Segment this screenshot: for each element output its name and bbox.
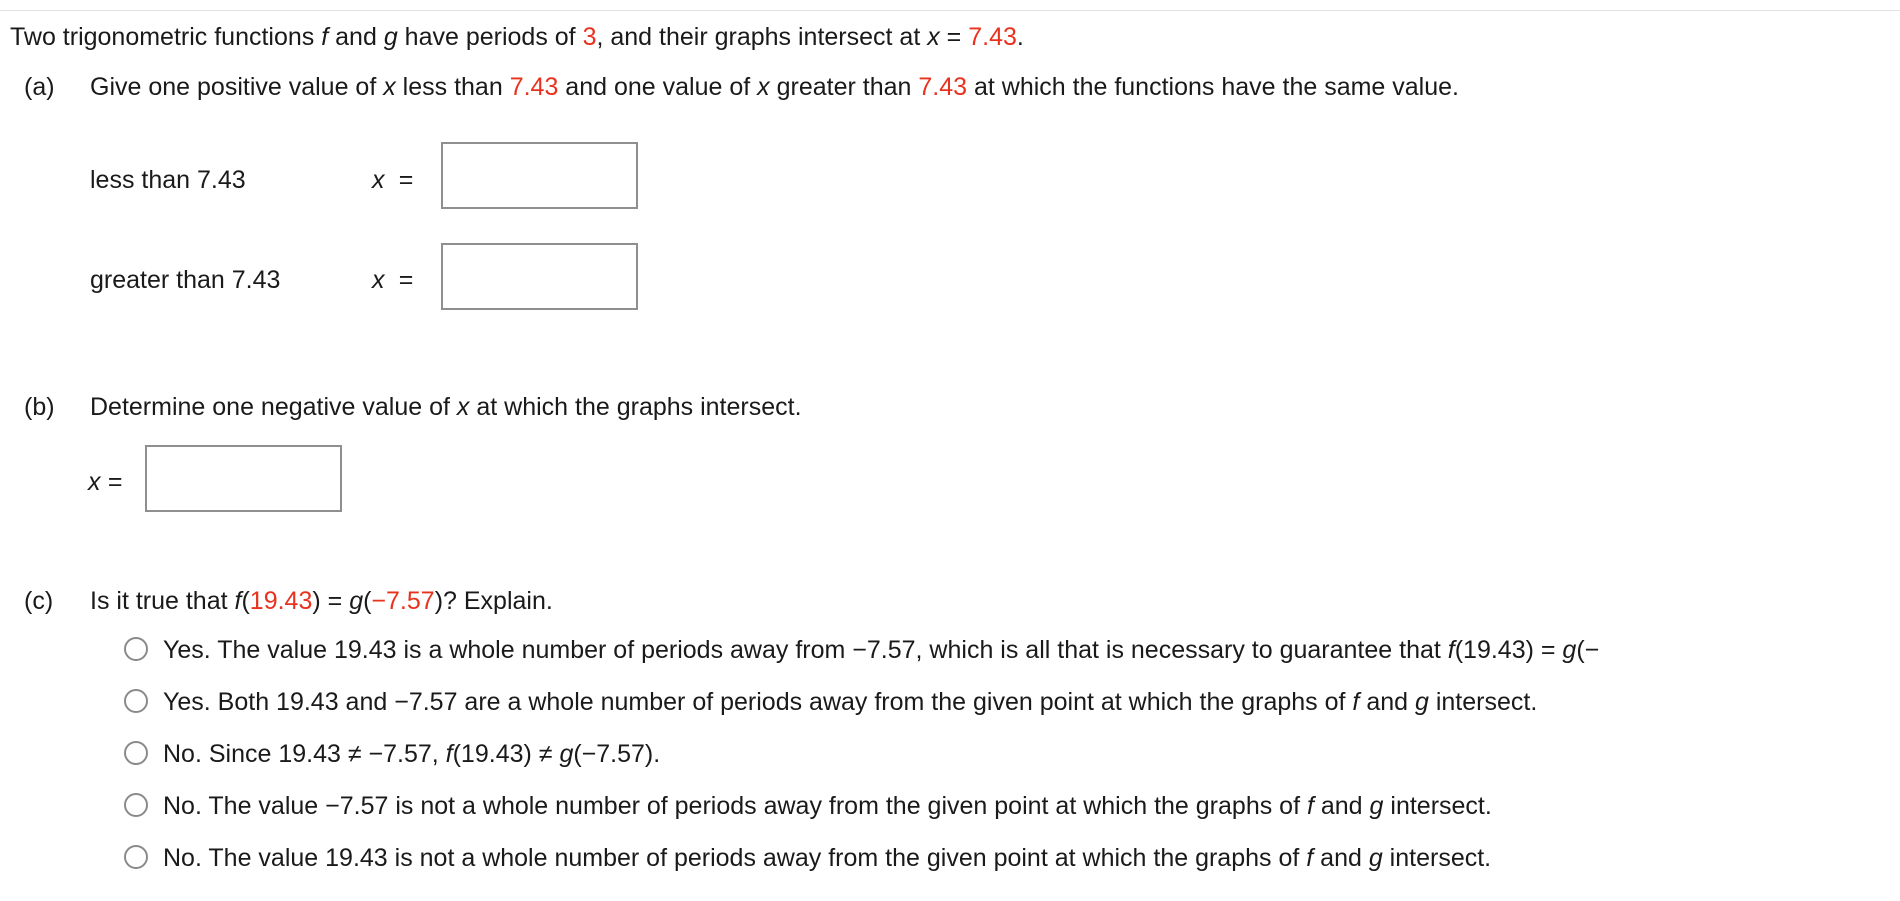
option-5-text-3: intersect. <box>1382 844 1492 872</box>
option-3-radio[interactable] <box>124 741 148 765</box>
part-a-x-2: x <box>757 73 770 101</box>
option-5-radio[interactable] <box>124 845 148 869</box>
part-a-text: Give one positive value of <box>90 73 384 101</box>
option-3-text-3: (−7.57). <box>573 740 661 768</box>
intro-eq: = <box>939 23 969 51</box>
part-a-value-1: 7.43 <box>509 73 559 101</box>
part-c-equals: ) = <box>312 587 350 615</box>
greater-than-input[interactable] <box>441 243 638 310</box>
option-2-f: f <box>1352 688 1360 716</box>
intro-statement <box>10 22 1024 52</box>
less-than-input[interactable] <box>441 142 638 209</box>
intro-and: and <box>328 23 384 51</box>
option-1-g: g <box>1562 636 1577 664</box>
option-4-label[interactable] <box>163 791 1492 821</box>
part-c-f: f <box>234 587 242 615</box>
part-c-paren-2: ( <box>363 587 372 615</box>
option-5-label[interactable] <box>163 843 1491 873</box>
intro-text: Two trigonometric functions <box>10 23 322 51</box>
intro-dot: . <box>1016 23 1024 51</box>
option-1-text-3: (− <box>1576 636 1600 664</box>
part-c-text: Is it true that <box>90 587 235 615</box>
top-divider <box>0 10 1900 11</box>
intro-g: g <box>383 23 398 51</box>
option-2-text-3: intersect. <box>1428 688 1538 716</box>
part-a-label: (a) <box>24 73 55 101</box>
option-5-text: No. The value 19.43 is not a whole number of periods away from the given point at which the graphs of <box>163 844 1307 872</box>
option-1-f: f <box>1447 636 1455 664</box>
part-a-text-3: and one value of <box>558 73 758 101</box>
part-a-x: x <box>383 73 396 101</box>
part-c-label: (c) <box>24 587 54 615</box>
part-b-label: (b) <box>24 393 55 421</box>
negative-x-input[interactable] <box>145 445 342 512</box>
option-3-g: g <box>559 740 574 768</box>
option-5-f: f <box>1306 844 1314 872</box>
option-2-g: g <box>1414 688 1429 716</box>
intro-f: f <box>321 23 329 51</box>
option-4-text-2: and <box>1313 792 1370 820</box>
greater-than-x-eq: x = <box>372 266 413 294</box>
option-3-text-2: (19.43) ≠ <box>452 740 560 768</box>
greater-than-label: greater than 7.43 <box>90 266 281 294</box>
part-b-text: Determine one negative value of <box>90 393 457 421</box>
intro-period-value: 3 <box>582 23 597 51</box>
option-4-radio[interactable] <box>124 793 148 817</box>
part-a-text-5: at which the functions have the same value. <box>967 73 1459 101</box>
part-b-x-eq: x = <box>88 468 123 496</box>
option-2-text-2: and <box>1359 688 1415 716</box>
option-3-f: f <box>445 740 453 768</box>
option-4-text-3: intersect. <box>1383 792 1492 820</box>
intro-text-2: have periods of <box>397 23 583 51</box>
option-5-g: g <box>1368 844 1383 872</box>
intro-text-3: , and their graphs intersect at <box>596 23 928 51</box>
option-3-label[interactable] <box>163 739 660 769</box>
intro-x-value: 7.43 <box>968 23 1017 51</box>
option-1-radio[interactable] <box>124 637 148 661</box>
part-a-question <box>90 72 1459 102</box>
less-than-label: less than 7.43 <box>90 166 246 194</box>
part-c-question <box>90 586 553 616</box>
part-c-value-2: −7.57 <box>371 587 435 615</box>
part-a-value-2: 7.43 <box>918 73 968 101</box>
part-c-g: g <box>349 587 364 615</box>
part-b-question <box>90 392 802 422</box>
option-1-label[interactable] <box>163 635 1599 665</box>
part-c-value-1: 19.43 <box>249 587 313 615</box>
option-4-text: No. The value −7.57 is not a whole number of periods away from the given point at which the graphs of <box>163 792 1307 820</box>
option-5-text-2: and <box>1313 844 1369 872</box>
less-than-x-eq: x = <box>372 166 413 194</box>
option-2-label[interactable] <box>163 687 1537 717</box>
part-b-x: x <box>456 393 470 421</box>
intro-x: x <box>927 23 940 51</box>
option-4-f: f <box>1306 792 1314 820</box>
part-b-text-2: at which the graphs intersect. <box>469 393 802 421</box>
option-2-text: Yes. Both 19.43 and −7.57 are a whole number of periods away from the given point at which the graphs of <box>163 688 1353 716</box>
option-1-text-2: (19.43) = <box>1454 636 1563 664</box>
part-c-paren: ( <box>241 587 250 615</box>
part-a-text-4: greater than <box>769 73 919 101</box>
part-c-explain: )? Explain. <box>434 587 553 615</box>
option-2-radio[interactable] <box>124 689 148 713</box>
part-a-text-2: less than <box>395 73 510 101</box>
option-3-text: No. Since 19.43 ≠ −7.57, <box>163 740 446 768</box>
option-1-text: Yes. The value 19.43 is a whole number of periods away from −7.57, which is all that is necessary to guarantee that <box>163 636 1448 664</box>
option-4-g: g <box>1369 792 1384 820</box>
